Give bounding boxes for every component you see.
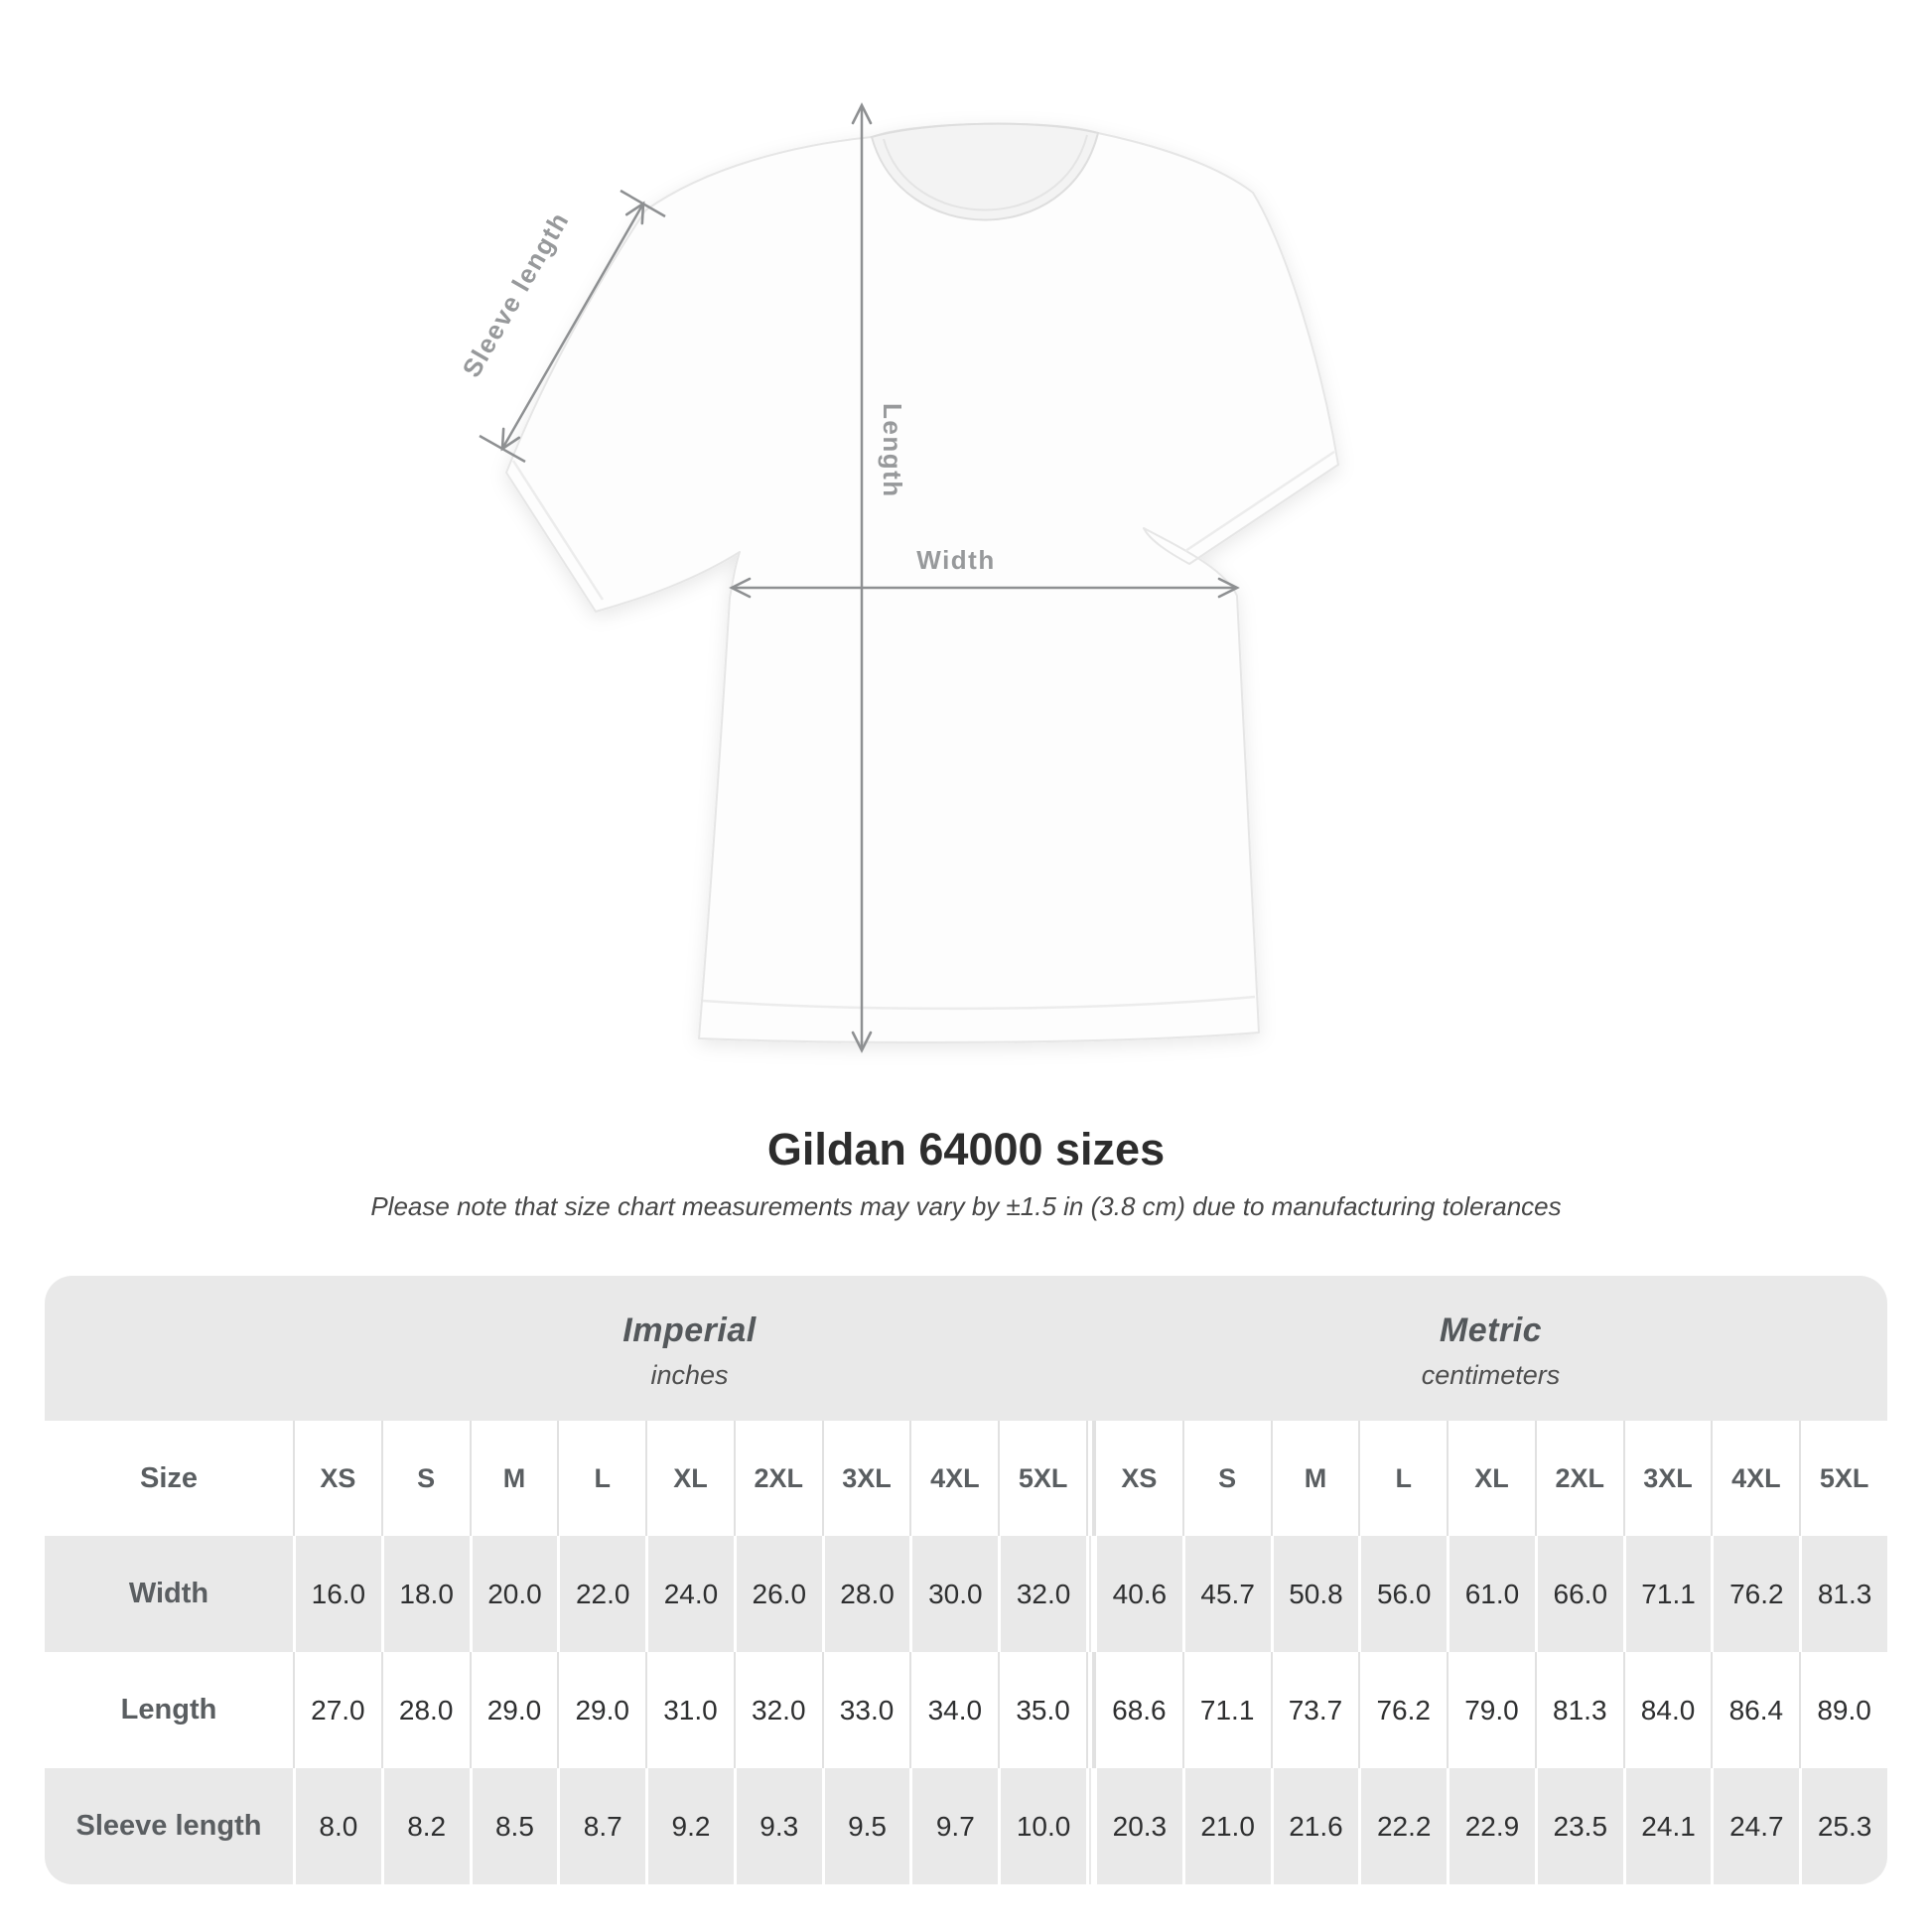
tshirt-outline [506, 124, 1338, 1042]
table-cell: 29.0 [470, 1652, 558, 1768]
table-cell: 20.3 [1094, 1768, 1182, 1884]
table-cell: 89.0 [1799, 1652, 1887, 1768]
table-cell: 35.0 [998, 1652, 1086, 1768]
tolerance-note: Please note that size chart measurements may vary by ±1.5 in (3.8 cm) due to manufacturing tolerances [370, 1191, 1562, 1221]
table-cell: S [381, 1421, 470, 1536]
table-cell: 84.0 [1623, 1652, 1712, 1768]
table-cell: 8.2 [381, 1768, 470, 1884]
width-label: Width [916, 545, 996, 575]
table-cell: 9.7 [909, 1768, 998, 1884]
table-cell: 56.0 [1358, 1536, 1447, 1652]
imperial-title: Imperial [622, 1311, 757, 1349]
table-cell: XL [645, 1421, 734, 1536]
table-cell: 68.6 [1094, 1652, 1182, 1768]
table-cell: 22.0 [557, 1536, 645, 1652]
group-divider [1086, 1536, 1094, 1652]
group-divider [1086, 1652, 1094, 1768]
table-cell: S [1182, 1421, 1271, 1536]
table-cell: 5XL [1799, 1421, 1887, 1536]
table-cell: 25.3 [1799, 1768, 1887, 1884]
table-cell: 79.0 [1447, 1652, 1535, 1768]
table-cell: XS [293, 1421, 381, 1536]
table-cell: 50.8 [1271, 1536, 1359, 1652]
size-header-row [45, 1421, 1887, 1536]
table-cell: 24.0 [645, 1536, 734, 1652]
table-cell: 23.5 [1535, 1768, 1623, 1884]
table-cell: 34.0 [909, 1652, 998, 1768]
table-cell: 76.2 [1711, 1536, 1799, 1652]
table-cell: 32.0 [998, 1536, 1086, 1652]
table-cell: 21.6 [1271, 1768, 1359, 1884]
size-table [45, 1276, 1887, 1884]
table-cell: 24.1 [1623, 1768, 1712, 1884]
table-cell: 24.7 [1711, 1768, 1799, 1884]
table-cell: 3XL [822, 1421, 910, 1536]
table-cell: XL [1447, 1421, 1535, 1536]
table-cell: 71.1 [1623, 1536, 1712, 1652]
table-cell: M [1271, 1421, 1359, 1536]
length-label: Length [878, 403, 907, 498]
table-cell: L [557, 1421, 645, 1536]
unit-header-band [45, 1276, 1887, 1421]
table-cell: 22.2 [1358, 1768, 1447, 1884]
table-cell: 21.0 [1182, 1768, 1271, 1884]
table-cell: 73.7 [1271, 1652, 1359, 1768]
table-cell: 32.0 [734, 1652, 822, 1768]
row-label-sleeve-length: Sleeve length [75, 1810, 262, 1842]
table-cell: 9.3 [734, 1768, 822, 1884]
table-cell: 18.0 [381, 1536, 470, 1652]
group-divider [1086, 1421, 1094, 1536]
table-row-length [45, 1652, 1887, 1768]
table-row-sleeve-length [45, 1768, 1887, 1884]
table-cell: 61.0 [1447, 1536, 1535, 1652]
imperial-unit: inches [650, 1360, 729, 1390]
table-cell: 40.6 [1094, 1536, 1182, 1652]
table-cell: 2XL [1535, 1421, 1623, 1536]
metric-header [1094, 1276, 1887, 1421]
tshirt-illustration [506, 124, 1338, 1042]
table-cell: 20.0 [470, 1536, 558, 1652]
imperial-header [293, 1276, 1086, 1421]
table-cell: 71.1 [1182, 1652, 1271, 1768]
table-cell: 4XL [1711, 1421, 1799, 1536]
table-cell: 16.0 [293, 1536, 381, 1652]
table-row-width [45, 1536, 1887, 1652]
row-label-length: Length [120, 1694, 217, 1725]
table-cell: 8.0 [293, 1768, 381, 1884]
table-cell: 30.0 [909, 1536, 998, 1652]
table-cell: 9.2 [645, 1768, 734, 1884]
table-cell: 4XL [909, 1421, 998, 1536]
table-cell: 28.0 [822, 1536, 910, 1652]
table-cell: 10.0 [998, 1768, 1086, 1884]
table-cell: 2XL [734, 1421, 822, 1536]
table-cell: XS [1094, 1421, 1182, 1536]
table-cell: 31.0 [645, 1652, 734, 1768]
table-cell: 29.0 [557, 1652, 645, 1768]
table-cell: L [1358, 1421, 1447, 1536]
table-cell: 33.0 [822, 1652, 910, 1768]
size-column-header: Size [139, 1461, 199, 1494]
sleeve-length-label: Sleeve length [456, 206, 575, 383]
metric-title: Metric [1439, 1311, 1543, 1349]
group-divider [1086, 1768, 1094, 1884]
table-cell: 45.7 [1182, 1536, 1271, 1652]
table-cell: M [470, 1421, 558, 1536]
table-cell: 5XL [998, 1421, 1086, 1536]
table-cell: 76.2 [1358, 1652, 1447, 1768]
metric-unit: centimeters [1421, 1360, 1561, 1390]
table-cell: 8.5 [470, 1768, 558, 1884]
table-cell: 28.0 [381, 1652, 470, 1768]
table-cell: 66.0 [1535, 1536, 1623, 1652]
table-cell: 22.9 [1447, 1768, 1535, 1884]
row-label-width: Width [128, 1578, 209, 1609]
table-cell: 81.3 [1535, 1652, 1623, 1768]
table-cell: 9.5 [822, 1768, 910, 1884]
page-title: Gildan 64000 sizes [766, 1124, 1166, 1174]
table-cell: 26.0 [734, 1536, 822, 1652]
table-cell: 3XL [1623, 1421, 1712, 1536]
table-cell: 27.0 [293, 1652, 381, 1768]
table-cell: 81.3 [1799, 1536, 1887, 1652]
table-cell: 8.7 [557, 1768, 645, 1884]
table-cell: 86.4 [1711, 1652, 1799, 1768]
